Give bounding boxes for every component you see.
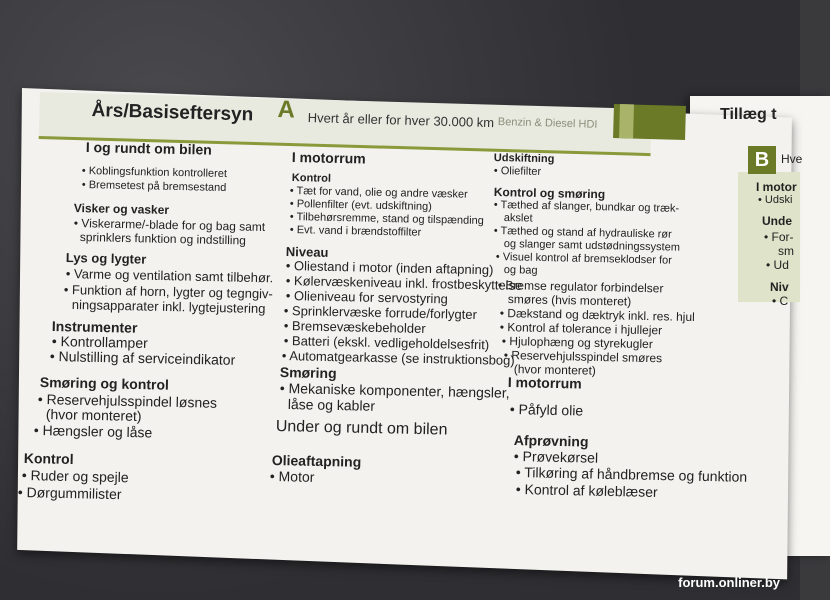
right-line: Unde: [762, 214, 792, 228]
col1-item: • Bremsetest på bremsestand: [81, 179, 227, 195]
service-letter: A: [277, 96, 296, 124]
right-page-title: Tillæg t: [720, 106, 777, 123]
col3-item: • Prøvekørsel: [513, 448, 599, 466]
col2-item: • Batteri (ekskl. vedligeholdelsesfrit): [283, 333, 490, 353]
col1-item: • Reservehjulsspindel løsnes: [37, 391, 218, 411]
col2-item: • Olieniveau for servostyring: [285, 288, 449, 307]
col3-item: • Kontrol af køleblæser: [515, 481, 658, 500]
col3-item: • Bremse regulator forbindelser: [497, 278, 664, 296]
page-subtitle: Hvert år eller for hver 30.000 km: [307, 110, 495, 131]
col3-heading-4: Afprøvning: [513, 432, 589, 450]
col2-item: • Tilbehørsremme, stand og tilspænding: [289, 211, 484, 228]
col3-heading-1: Udskiftning: [493, 152, 555, 166]
col1-heading-4: Instrumenter: [51, 318, 138, 336]
col1-item: • Ruder og spejle: [21, 467, 129, 486]
col2-heading-6: Olieaftapning: [271, 452, 362, 470]
col2-item: låse og kabler: [287, 396, 376, 414]
col3-item: • Kontrol af tolerance i hjullejer: [499, 320, 663, 338]
col1-item: • Nulstilling af serviceindikator: [49, 348, 236, 368]
right-page-header-text: Hve: [781, 152, 803, 166]
col3-item: (hvor monteret): [513, 362, 597, 378]
right-line: Niv: [770, 280, 789, 294]
col2-item: • Motor: [269, 468, 315, 485]
right-line: I motor: [756, 180, 797, 194]
col1-heading-6: Kontrol: [23, 450, 74, 468]
col1-item: • Funktion af horn, lygter og tegngiv-: [63, 282, 274, 302]
col1-item: (hvor monteret): [45, 406, 142, 425]
col1-item: • Hængsler og låse: [33, 422, 153, 441]
col2-heading-5: Under og rundt om bilen: [275, 418, 448, 439]
col1-item: • Kontrollamper: [51, 333, 148, 352]
col3-item: og slanger samt udstødningssystem: [503, 238, 681, 254]
watermark: forum.onliner.by: [678, 575, 780, 590]
col3-item: • Visuel kontrol af bremseklodser for: [495, 251, 673, 267]
col1-item: sprinklers funktion og indstilling: [79, 230, 247, 248]
right-line: • For-: [764, 230, 794, 244]
col3-item: • Reservehjulsspindel smøres: [503, 348, 663, 366]
right-line: • C: [772, 294, 789, 308]
col1-item: • Viskerarme/-blade for og bag samt: [73, 216, 266, 235]
col2-item: • Mekaniske komponenter, hængsler,: [279, 380, 510, 401]
header-accent-stripe: [619, 104, 634, 138]
col1-item: • Dørgummilister: [17, 484, 122, 503]
col3-item: • Dækstand og dæktryk inkl. res. hjul: [499, 306, 695, 325]
col2-heading-4: Smøring: [279, 364, 337, 382]
col3-item: • Tæthed og stand af hydrauliske rør: [493, 225, 672, 241]
fuel-type: Benzin & Diesel HDI: [497, 116, 598, 131]
col3-item: smøres (hvis monteret): [507, 292, 632, 309]
right-line: sm: [778, 244, 794, 258]
col1-item: • Varme og ventilation samt tilbehør.: [65, 266, 274, 286]
col2-heading-3: Niveau: [285, 244, 329, 260]
col2-item: • Kølervæskeniveau inkl. frostbeskyttelse: [285, 273, 523, 293]
col1-heading-5: Smøring og kontrol: [39, 374, 170, 393]
col2-item: • Tæt for vand, olie og andre væsker: [289, 185, 468, 201]
col1-item: • Koblingsfunktion kontrolleret: [81, 165, 228, 181]
col3-item: akslet: [503, 212, 533, 225]
right-line: • Udski: [758, 194, 793, 206]
col2-item: • Oliestand i motor (inden aftapning): [285, 258, 494, 278]
col3-item: og bag: [503, 264, 538, 277]
col3-item: • Tæthed af slanger, bundkar og træk-: [493, 199, 680, 215]
col3-item: • Påfyld olie: [509, 401, 584, 419]
col2-item: • Sprinklervæske forrude/forlygter: [283, 303, 478, 323]
col1-heading-2: Visker og vasker: [73, 201, 170, 217]
right-line: • Ud: [766, 258, 789, 272]
col1-item: ningsapparater inkl. lygtejustering: [71, 297, 266, 317]
col3-item: • Oliefilter: [493, 165, 542, 178]
col3-heading-3: I motorrum: [507, 374, 582, 392]
col2-heading-1: I motorrum: [291, 149, 366, 167]
col3-item: • Hjulophæng og styrekugler: [501, 334, 653, 352]
col3-item: • Tilkøring af håndbremse og funktion: [515, 464, 748, 485]
col2-item: • Evt. vand i brændstoffilter: [289, 224, 422, 239]
col3-heading-2: Kontrol og smøring: [493, 185, 606, 202]
col2-heading-2: Kontrol: [291, 172, 332, 185]
col1-heading-1: I og rundt om bilen: [85, 139, 212, 158]
col2-item: • Pollenfilter (evt. udskiftning): [289, 198, 433, 213]
col2-item: • Automatgearkasse (se instruktionsbog): [281, 348, 515, 368]
col2-item: • Bremsevæskebeholder: [283, 318, 426, 336]
col1-heading-3: Lys og lygter: [65, 250, 147, 267]
service-letter-b: B: [748, 146, 776, 174]
page-title: Års/Basiseftersyn: [91, 100, 254, 126]
